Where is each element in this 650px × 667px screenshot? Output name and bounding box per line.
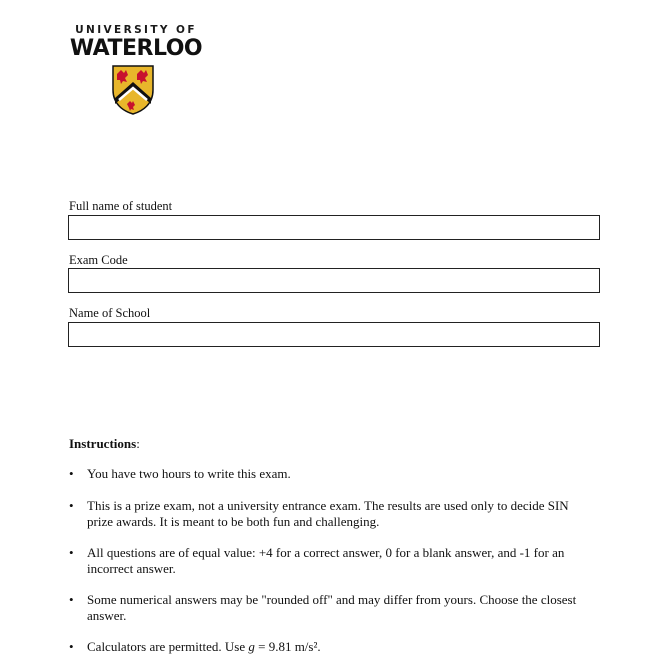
instruction-item [69,592,579,623]
student-name-label: Full name of student [69,199,173,213]
instructions-heading: Instructions: [69,436,140,451]
bullet-icon: • [69,466,74,481]
bullet-icon: • [69,545,74,560]
school-name-label: Name of School [69,306,151,320]
instruction-text: All questions are of equal value: +4 for a correct answer, 0 for a blank answer, and -1 for an incorrect answer. [87,545,565,576]
bullet-icon: • [69,498,74,513]
exam-code-field[interactable] [68,268,600,293]
instruction-item [69,545,579,576]
bullet-icon: • [69,639,74,654]
instruction-item [69,498,579,529]
instruction-item [69,466,579,482]
student-name-field[interactable] [68,215,600,240]
exam-code-label: Exam Code [69,253,128,267]
instruction-text: You have two hours to write this exam. [87,466,291,481]
instruction-text: Some numerical answers may be "rounded off" and may differ from yours. Choose the closest answer. [87,592,577,623]
instruction-text: Calculators are permitted. Use g = 9.81 m/s². [87,639,321,654]
crest-icon [111,64,155,116]
logo-line-2: WATERLOO [69,36,203,61]
logo-line-1: UNIVERSITY OF [75,24,197,36]
university-logo [66,24,206,60]
instruction-item [69,639,579,655]
bullet-icon: • [69,592,74,607]
instruction-text: This is a prize exam, not a university entrance exam. The results are used only to decide SIN prize awards. It is meant to be both fun and challenging. [87,498,569,529]
school-name-field[interactable] [68,322,600,347]
